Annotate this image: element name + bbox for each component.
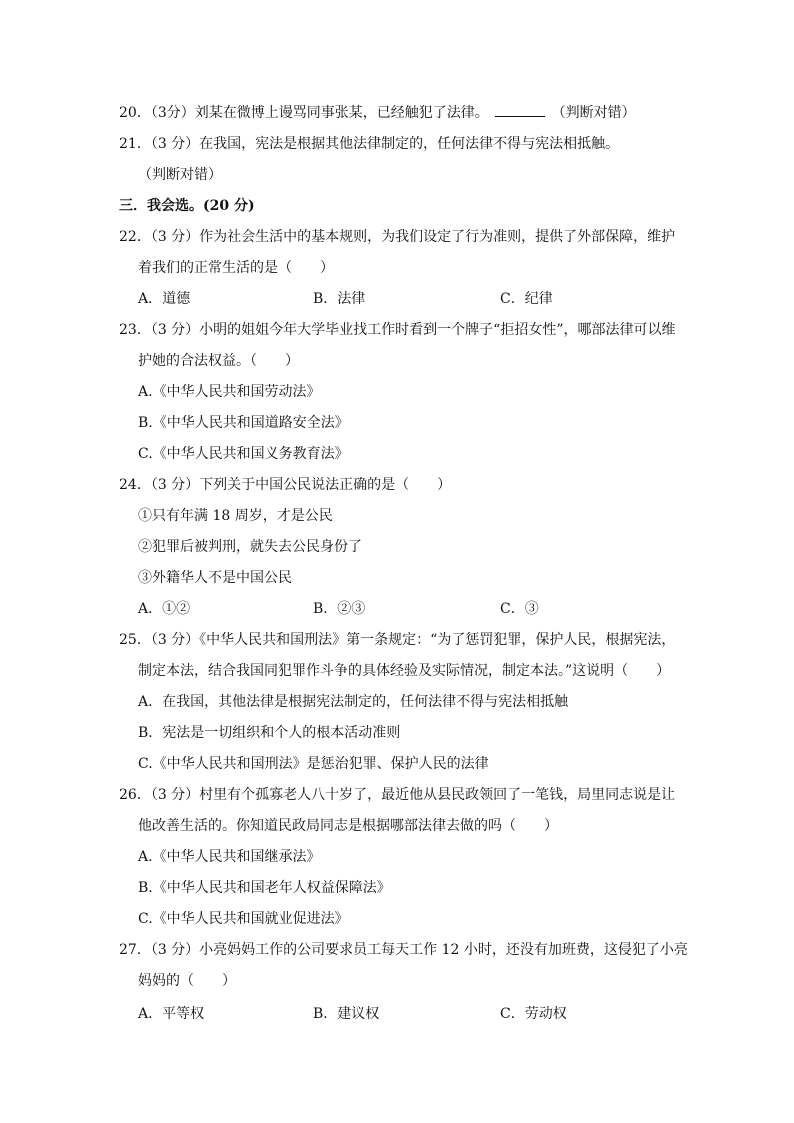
question-26-line1: 26．（3 分）村里有个孤寡老人八十岁了，最近他从县民政领回了一笔钱，局里同志说是让 bbox=[119, 787, 676, 803]
question-24-line1: 24．（3 分）下列关于中国公民说法正确的是（ ） bbox=[119, 477, 452, 493]
section-title: 三．我会选。(20 分) bbox=[119, 198, 255, 214]
question-23-line1: 23．（3 分）小明的姐姐今年大学毕业找工作时看到一个牌子“拒招女性”，哪部法律可以维 bbox=[119, 322, 676, 338]
option-c[interactable]: C.《中华人民共和国义务教育法》 bbox=[138, 446, 349, 462]
question-25-line2: 制定本法，结合我国同犯罪作斗争的具体经验及实际情况，制定本法。”这说明（ ） bbox=[138, 663, 671, 679]
question-22-line2: 着我们的正常生活的是（ ） bbox=[138, 260, 334, 276]
statement-2: ②犯罪后被判刑，就失去公民身份了 bbox=[138, 539, 362, 555]
option-a[interactable]: A.《中华人民共和国继承法》 bbox=[138, 849, 321, 865]
question-20-text: 20．（3分）刘某在微博上谩骂同事张某，已经触犯了法律。 bbox=[119, 105, 489, 121]
question-22-line1: 22．（3 分）作为社会生活中的基本规则，为我们设定了行为准则，提供了外部保障，维护 bbox=[119, 229, 676, 245]
answer-blank[interactable] bbox=[495, 104, 545, 117]
option-a[interactable]: A．道德 bbox=[138, 291, 191, 307]
question-20-suffix: （判断对错） bbox=[551, 105, 636, 121]
option-a[interactable]: A．①② bbox=[138, 601, 191, 617]
option-c[interactable]: C.《中华人民共和国就业促进法》 bbox=[138, 911, 349, 927]
option-b[interactable]: B．宪法是一切组织和个人的根本活动准则 bbox=[138, 725, 401, 741]
option-a[interactable]: A.《中华人民共和国劳动法》 bbox=[138, 384, 321, 400]
question-25-line1: 25．（3 分）《中华人民共和国刑法》第一条规定：“为了惩罚犯罪，保护人民，根据宪法， bbox=[119, 632, 676, 648]
statement-3: ③外籍华人不是中国公民 bbox=[138, 570, 292, 586]
question-23-line2: 护她的合法权益。（ ） bbox=[138, 353, 299, 369]
question-21-line2: （判断对错） bbox=[138, 167, 222, 183]
option-b[interactable]: B．法律 bbox=[313, 291, 366, 307]
option-b[interactable]: B.《中华人民共和国道路安全法》 bbox=[138, 415, 349, 431]
question-27-line2: 妈妈的（ ） bbox=[138, 973, 236, 989]
option-c[interactable]: C.《中华人民共和国刑法》是惩治犯罪、保护人民的法律 bbox=[138, 756, 489, 772]
option-b[interactable]: B.《中华人民共和国老年人权益保障法》 bbox=[138, 880, 391, 896]
option-c[interactable]: C．劳动权 bbox=[500, 1006, 567, 1022]
option-a[interactable]: A．平等权 bbox=[138, 1006, 205, 1022]
option-c[interactable]: C．③ bbox=[500, 601, 539, 617]
question-27-line1: 27．（3 分）小亮妈妈工作的公司要求员工每天工作 12 小时，还没有加班费，这侵犯了小亮 bbox=[119, 942, 688, 958]
statement-1: ①只有年满 18 周岁，才是公民 bbox=[138, 508, 333, 524]
option-b[interactable]: B．②③ bbox=[313, 601, 366, 617]
question-21-line1: 21．（3 分）在我国，宪法是根据其他法律制定的，任何法律不得与宪法相抵触。 bbox=[119, 136, 620, 152]
question-20 bbox=[119, 104, 636, 122]
option-c[interactable]: C．纪律 bbox=[500, 291, 553, 307]
option-a[interactable]: A．在我国，其他法律是根据宪法制定的，任何法律不得与宪法相抵触 bbox=[138, 694, 569, 710]
question-26-line2: 他改善生活的。你知道民政局同志是根据哪部法律去做的吗（ ） bbox=[138, 818, 558, 834]
option-b[interactable]: B．建议权 bbox=[313, 1006, 380, 1022]
